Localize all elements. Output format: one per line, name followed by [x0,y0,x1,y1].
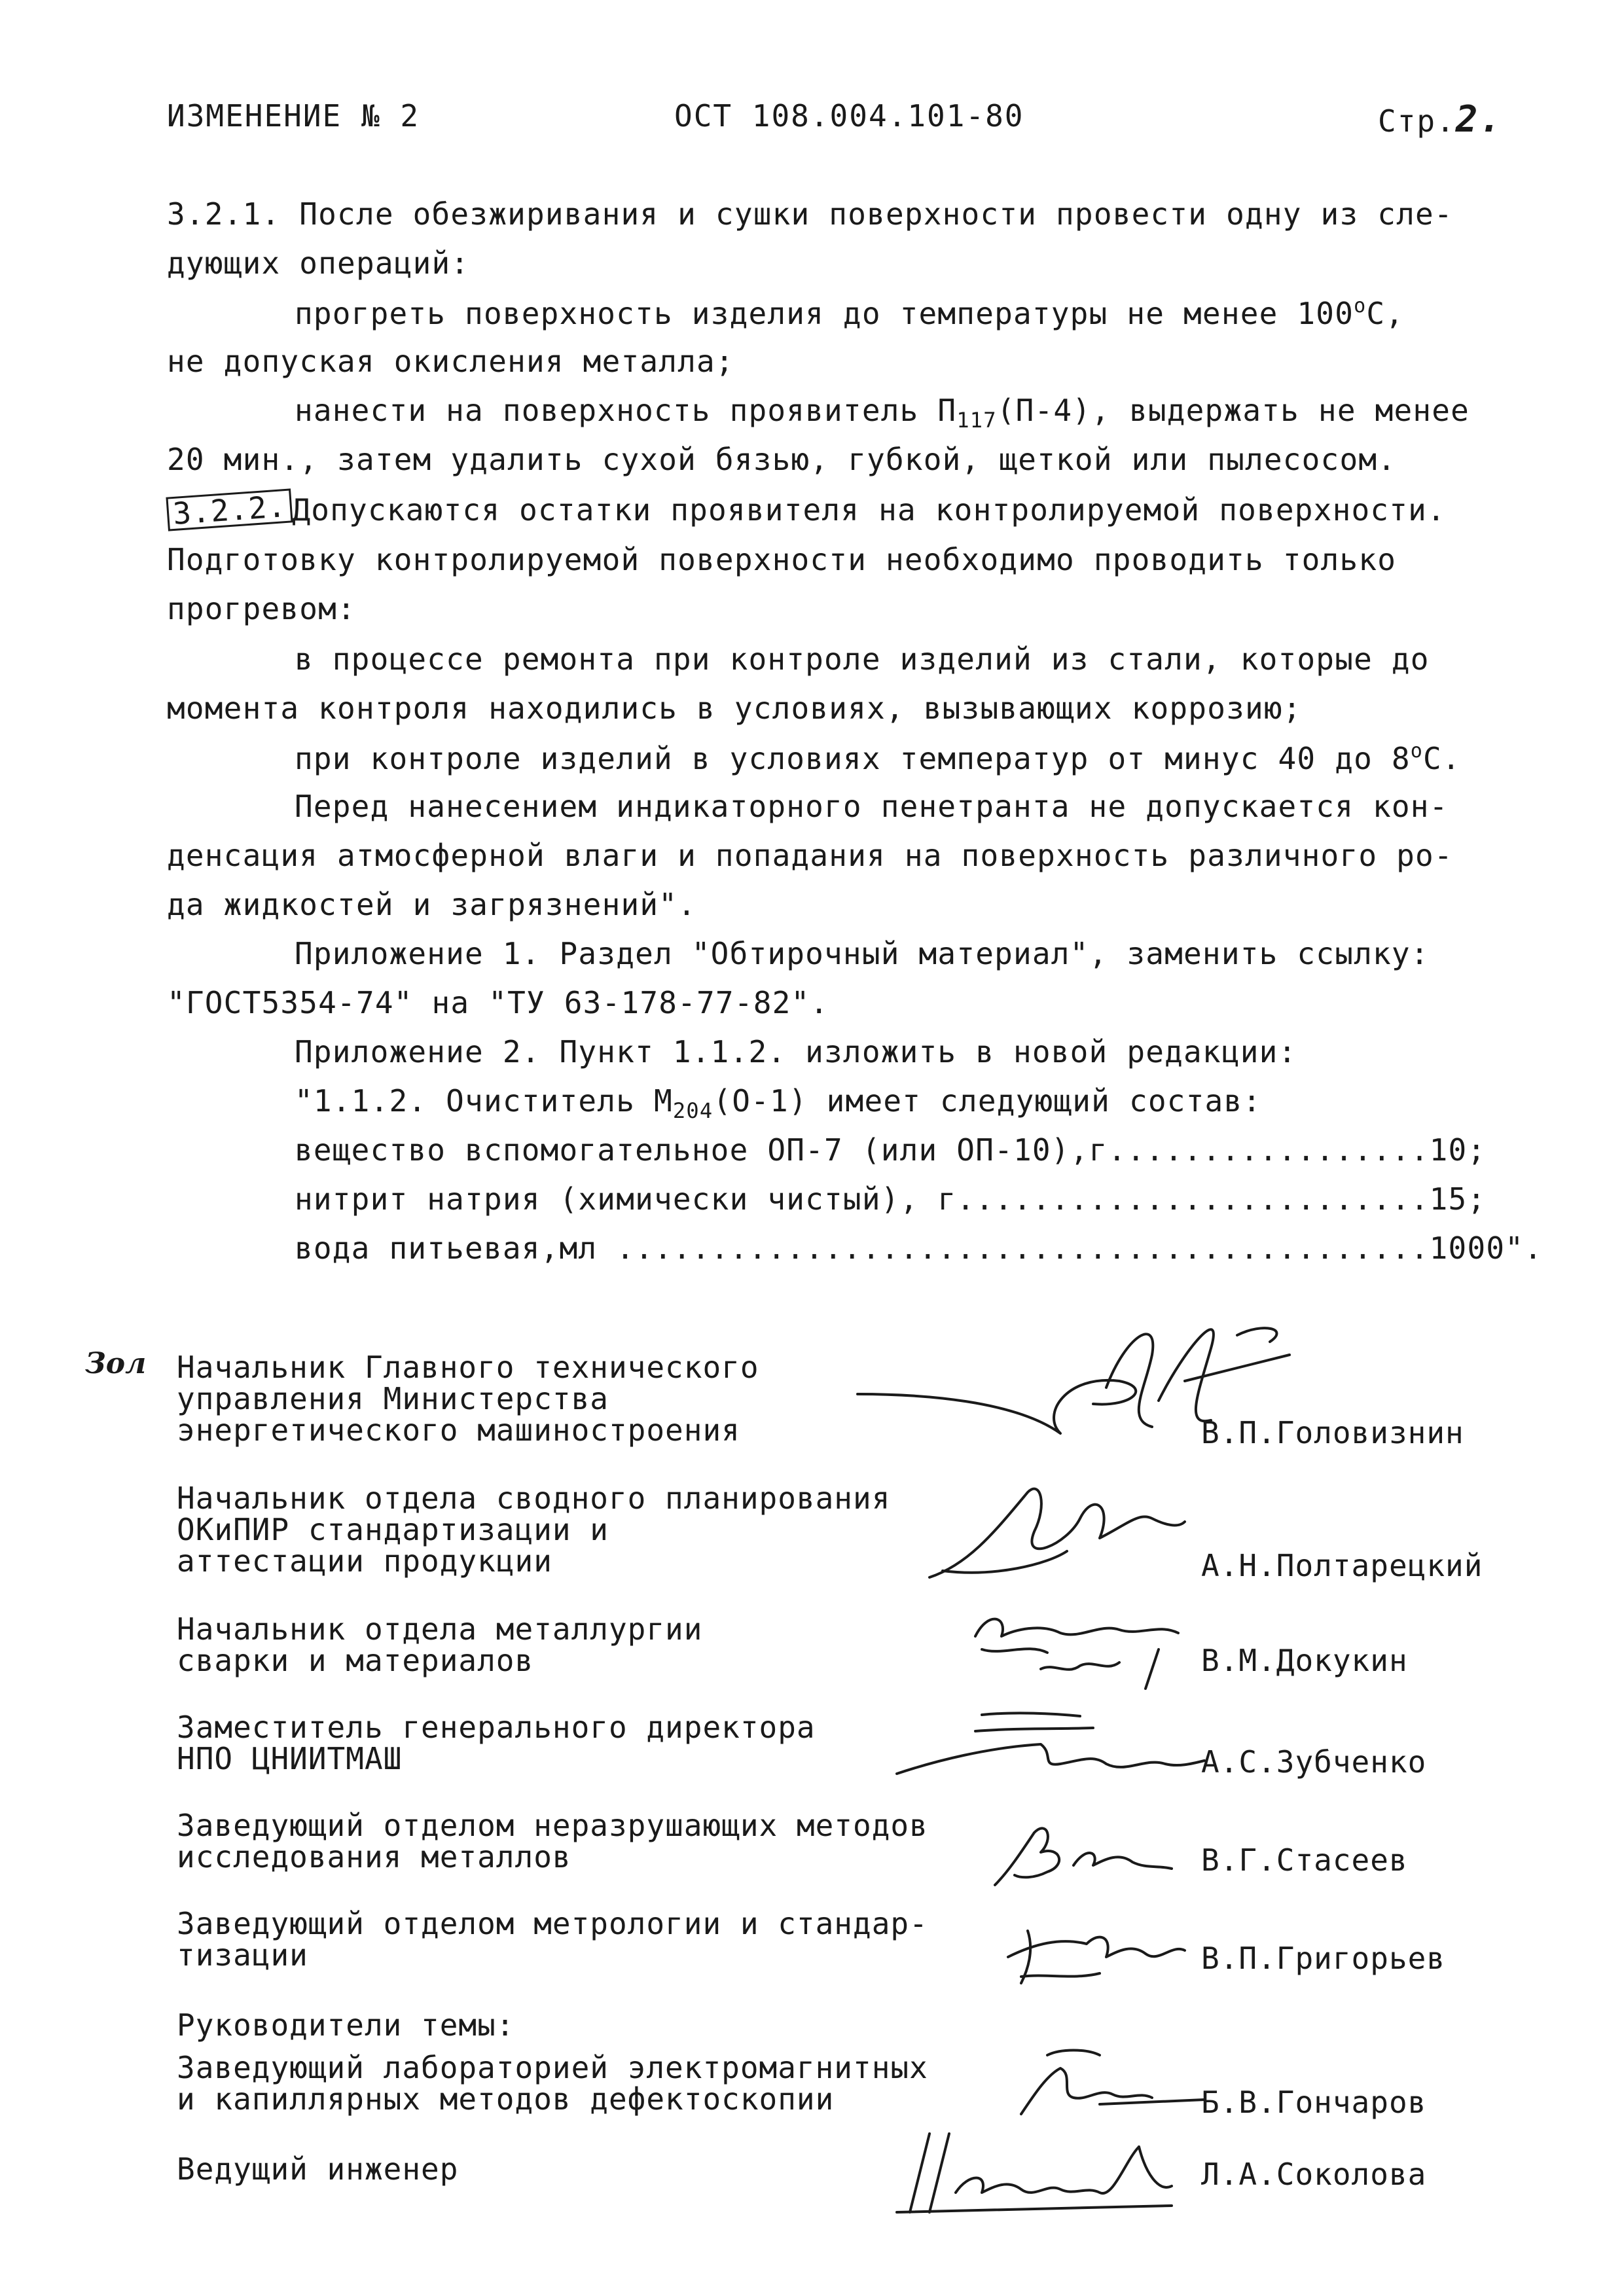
text-line: 20 мин., затем удалить сухой бязью, губкой, щеткой или пылесосом. [167,442,1397,477]
page-number: Стр.2. [1378,98,1503,141]
signatory-name: В.М.Докукин [1201,1643,1408,1678]
text-line: дующих операций: [167,245,470,281]
signatory-name: В.Г.Стасеев [1201,1842,1408,1878]
signatory-position: Заведующий отделом неразрушающих методов исследования металлов [177,1808,928,1874]
signatory-position: Начальник Главного технического управления Министерства энергетического машиностроения [177,1350,759,1448]
text-line: денсация атмосферной влаги и попадания на поверхность различного ро- [167,838,1453,873]
text-line: вещество вспомогательное ОП-7 (или ОП-10),г.................10; [295,1132,1487,1168]
signatory-position: Ведущий инженер [177,2151,459,2187]
leaders-label: Руководители темы: [177,2007,515,2043]
signatory-position: Заместитель генерального директора НПО ЦНИИТМАШ [177,1710,816,1776]
handwritten-note: Зол [85,1347,147,1380]
text-line: момента контроля находились в условиях, вызывающих коррозию; [167,691,1302,726]
text-line: не допуская окисления металла; [167,344,734,379]
clause-number-box: 3.2.2. [166,488,293,531]
text-line: Приложение 1. Раздел "Обтирочный материал", заменить ссылку: [295,936,1430,971]
text-line: прогреть поверхность изделия до температуры не менее $100^оС$, [295,295,1405,331]
signatory-name: Л.А.Соколова [1201,2157,1427,2192]
text-line: вода питьевая,мл ...........................................1000". [295,1230,1543,1266]
text-line: "1.1.2. Очиститель $М_{204}(О-1)$ имеет следующий состав: [295,1083,1262,1123]
standard-code: ОСТ 108.004.101-80 [674,98,1024,134]
change-number: ИЗМЕНЕНИЕ № 2 [167,98,420,134]
text-line: нитрит натрия (химически чистый), г.........................15; [295,1181,1487,1217]
text-line: 3.2.1. После обезжиривания и сушки поверхности провести одну из сле- [167,196,1453,232]
signature-staseev [982,1813,1191,1898]
signature-grigoriev [995,1911,1204,1996]
signatory-name: Б.В.Гончаров [1201,2085,1427,2120]
text-line: нанести на поверхность проявитель $П_{117}(П-4)$, выдержать не менее [295,393,1470,433]
text-line: Приложение 2. Пункт 1.1.2. изложить в новой редакции: [295,1034,1297,1069]
signatory-position: Начальник отдела сводного планирования ОКиПИР стандартизации и аттестации продукции [177,1480,891,1579]
signature-goncharov [995,2042,1218,2127]
text-line: при контроле изделий в условиях температур от минус 40 до $8^оС$. [295,740,1461,776]
signatory-name: А.С.Зубченко [1201,1744,1427,1780]
signatory-position: Начальник отдела металлургии сварки и материалов [177,1611,703,1678]
signature-sokolova [884,2121,1191,2219]
signature-zubchenko [884,1702,1211,1787]
text-line: Перед нанесением индикаторного пенетранта не допускается кон- [295,789,1449,824]
text-line: в процессе ремонта при контроле изделий из стали, которые до [295,641,1430,677]
signatory-name: А.Н.Полтарецкий [1201,1548,1483,1583]
text-line: Подготовку контролируемой поверхности необходимо проводить только [167,542,1397,577]
text-line: "ГОСТ5354-74" на "ТУ 63-178-77-82". [167,985,829,1020]
signature-poltaretsky [916,1466,1191,1590]
text-line: да жидкостей и загрязнений". [167,887,697,922]
signatory-name: В.П.Головизнин [1201,1415,1464,1450]
signature-dokukin [962,1597,1211,1689]
text-line: прогревом: [167,591,356,626]
signatory-position: Заведующий отделом метрологии и стандар- тизации [177,1906,928,1973]
signatory-position: Заведующий лабораторией электромагнитных и капиллярных методов дефектоскопии [177,2050,928,2117]
text-line: 3.2.2. Допускаются остатки проявителя на контролируемой поверхности. [167,492,1446,528]
signatory-name: В.П.Григорьев [1201,1941,1446,1976]
